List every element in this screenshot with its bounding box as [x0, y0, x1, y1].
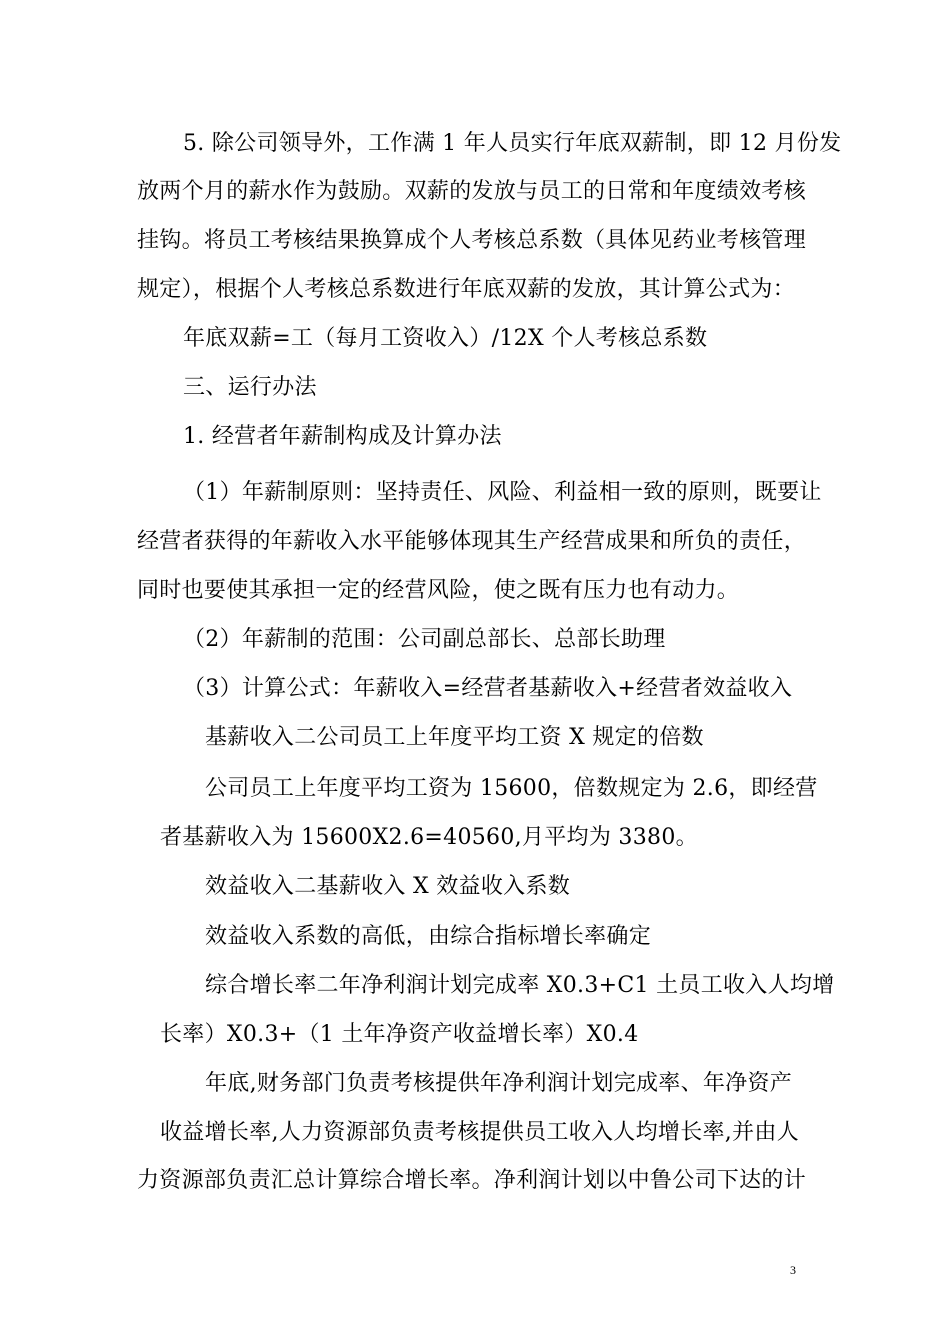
- text-line: （1）年薪制原则：坚持责任、风险、利益相一致的原则，既要让: [183, 480, 822, 505]
- text-line: 者基薪收入为 15600X2.6=40560,月平均为 3380。: [160, 825, 698, 850]
- text-line: （3）计算公式：年薪收入=经营者基薪收入+经营者效益收入: [183, 676, 793, 701]
- text-line: 同时也要使其承担一定的经营风险，使之既有压力也有动力。: [137, 578, 740, 603]
- text-line: 收益增长率,人力资源部负责考核提供员工收入人均增长率,并由人: [160, 1120, 799, 1145]
- subsection-heading: 1. 经营者年薪制构成及计算办法: [183, 424, 502, 449]
- section-heading: 三、运行办法: [183, 375, 317, 400]
- text-line: （2）年薪制的范围：公司副总部长、总部长助理: [183, 627, 666, 652]
- formula-line: 年底双薪=工（每月工资收入）/12X 个人考核总系数: [183, 326, 708, 351]
- formula-line: 长率）X0.3+（1 土年净资产收益增长率）X0.4: [160, 1022, 639, 1047]
- text-line: 规定），根据个人考核总系数进行年底双薪的发放，其计算公式为：: [137, 277, 796, 302]
- page-number: 3: [790, 1263, 796, 1277]
- text-line: 效益收入系数的高低，由综合指标增长率确定: [205, 924, 652, 949]
- text-line: 挂钩。将员工考核结果换算成个人考核总系数（具体见药业考核管理: [137, 228, 807, 253]
- formula-line: 效益收入二基薪收入 X 效益收入系数: [205, 874, 571, 899]
- text-line: 公司员工上年度平均工资为 15600，倍数规定为 2.6，即经营: [205, 776, 818, 801]
- text-line: 力资源部负责汇总计算综合增长率。净利润计划以中鲁公司下达的计: [137, 1168, 807, 1193]
- text-line: 放两个月的薪水作为鼓励。双薪的发放与员工的日常和年度绩效考核: [137, 179, 807, 204]
- text-line: 经营者获得的年薪收入水平能够体现其生产经营成果和所负的责任，: [137, 529, 807, 554]
- text-line: 5. 除公司领导外，工作满 1 年人员实行年底双薪制，即 12 月份发: [183, 131, 842, 156]
- formula-line: 基薪收入二公司员工上年度平均工资 X 规定的倍数: [205, 725, 704, 750]
- text-line: 年底,财务部门负责考核提供年净利润计划完成率、年净资产: [205, 1071, 793, 1096]
- formula-line: 综合增长率二年净利润计划完成率 X0.3+C1 土员工收入人均增: [205, 973, 835, 998]
